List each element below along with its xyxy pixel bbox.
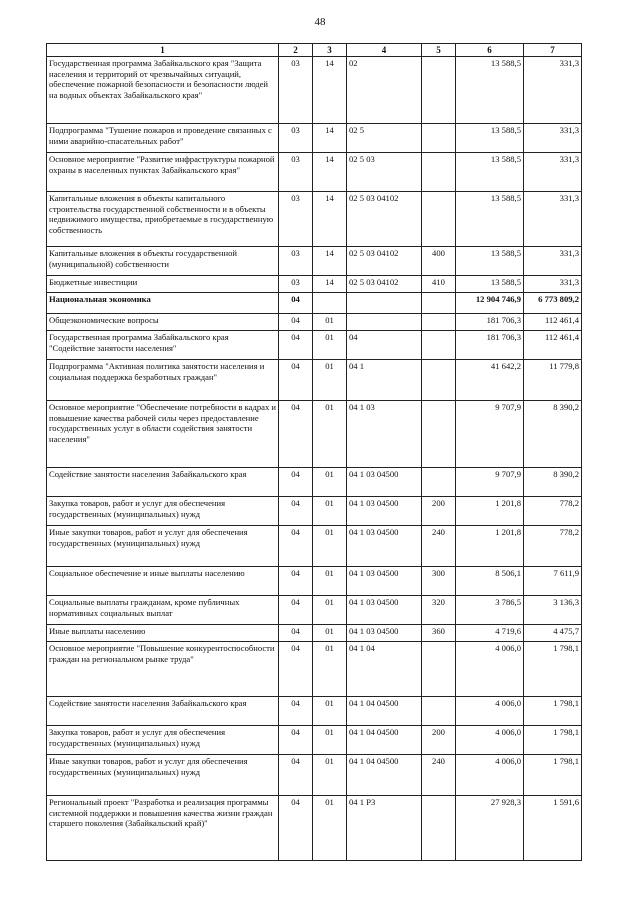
row-name: Содействие занятости населения Забайкальского края [47, 697, 279, 726]
row-amount-col6: 13 588,5 [456, 57, 524, 124]
table-row [47, 625, 582, 642]
row-amount-col7: 6 773 809,2 [524, 293, 582, 314]
page-number: 48 [314, 16, 326, 28]
row-csr: 04 1 03 04500 [347, 468, 422, 497]
row-rz: 04 [279, 625, 313, 642]
row-pr: 01 [313, 314, 347, 331]
row-name: Социальное обеспечение и иные выплаты населению [47, 567, 279, 596]
row-amount-col6: 3 786,5 [456, 596, 524, 625]
row-csr: 04 1 04 04500 [347, 726, 422, 755]
row-rz: 04 [279, 497, 313, 526]
row-amount-col6: 1 201,8 [456, 497, 524, 526]
row-csr: 04 1 P3 [347, 796, 422, 861]
row-csr: 04 1 04 04500 [347, 697, 422, 726]
row-amount-col6: 13 588,5 [456, 124, 524, 153]
row-rz: 03 [279, 192, 313, 247]
header-col-1: 1 [47, 44, 279, 57]
table-row [47, 401, 582, 468]
row-csr: 04 1 03 04500 [347, 625, 422, 642]
row-rz: 04 [279, 726, 313, 755]
table-row [47, 468, 582, 497]
row-pr: 01 [313, 642, 347, 697]
row-pr: 01 [313, 596, 347, 625]
row-name: Иные закупки товаров, работ и услуг для обеспечения государственных (муниципальных) нужд [47, 755, 279, 796]
table-row [47, 57, 582, 124]
row-vr [422, 293, 456, 314]
row-pr: 14 [313, 192, 347, 247]
row-amount-col6: 4 719,6 [456, 625, 524, 642]
row-amount-col7: 7 611,9 [524, 567, 582, 596]
row-name: Капитальные вложения в объекты государственной (муниципальной) собственности [47, 247, 279, 276]
row-rz: 04 [279, 331, 313, 360]
row-vr [422, 192, 456, 247]
row-amount-col7: 778,2 [524, 526, 582, 567]
row-vr [422, 360, 456, 401]
row-name: Национальная экономика [47, 293, 279, 314]
row-rz: 04 [279, 360, 313, 401]
table-row [47, 153, 582, 192]
table-row [47, 124, 582, 153]
row-vr: 320 [422, 596, 456, 625]
header-col-6: 6 [456, 44, 524, 57]
row-rz: 04 [279, 293, 313, 314]
header-col-2: 2 [279, 44, 313, 57]
row-amount-col6: 9 707,9 [456, 401, 524, 468]
row-pr: 01 [313, 401, 347, 468]
row-amount-col7: 331,3 [524, 153, 582, 192]
row-amount-col7: 1 798,1 [524, 697, 582, 726]
row-amount-col7: 4 475,7 [524, 625, 582, 642]
row-pr: 01 [313, 468, 347, 497]
row-amount-col7: 331,3 [524, 276, 582, 293]
row-pr: 14 [313, 276, 347, 293]
row-vr [422, 331, 456, 360]
row-name: Иные выплаты населению [47, 625, 279, 642]
row-name: Закупка товаров, работ и услуг для обеспечения государственных (муниципальных) нужд [47, 726, 279, 755]
row-amount-col6: 9 707,9 [456, 468, 524, 497]
row-csr [347, 314, 422, 331]
row-name: Капитальные вложения в объекты капитального строительства государственной собственности и в объекты недвижимого имущества, приобретаемые в государственную собственность [47, 192, 279, 247]
row-rz: 04 [279, 401, 313, 468]
row-rz: 03 [279, 153, 313, 192]
row-vr: 200 [422, 726, 456, 755]
row-pr: 01 [313, 331, 347, 360]
table-row [47, 567, 582, 596]
table-row [47, 276, 582, 293]
row-vr: 410 [422, 276, 456, 293]
row-amount-col6: 1 201,8 [456, 526, 524, 567]
row-name: Иные закупки товаров, работ и услуг для обеспечения государственных (муниципальных) нужд [47, 526, 279, 567]
row-csr: 04 1 04 [347, 642, 422, 697]
table-row [47, 796, 582, 861]
row-vr [422, 697, 456, 726]
row-amount-col7: 1 591,6 [524, 796, 582, 861]
row-amount-col6: 41 642,2 [456, 360, 524, 401]
table-row [47, 726, 582, 755]
row-amount-col7: 331,3 [524, 57, 582, 124]
row-pr: 01 [313, 697, 347, 726]
table-row [47, 360, 582, 401]
row-vr: 360 [422, 625, 456, 642]
row-csr: 02 5 03 04102 [347, 192, 422, 247]
row-pr: 01 [313, 796, 347, 861]
row-csr [347, 293, 422, 314]
row-rz: 04 [279, 642, 313, 697]
row-csr: 02 5 03 [347, 153, 422, 192]
row-amount-col7: 1 798,1 [524, 726, 582, 755]
row-amount-col7: 331,3 [524, 124, 582, 153]
row-amount-col6: 13 588,5 [456, 247, 524, 276]
row-amount-col7: 8 390,2 [524, 401, 582, 468]
row-amount-col7: 331,3 [524, 192, 582, 247]
row-vr [422, 153, 456, 192]
row-csr: 02 5 03 04102 [347, 247, 422, 276]
row-amount-col7: 112 461,4 [524, 314, 582, 331]
row-name: Содействие занятости населения Забайкальского края [47, 468, 279, 497]
row-csr: 04 1 03 04500 [347, 497, 422, 526]
row-vr [422, 57, 456, 124]
row-rz: 04 [279, 755, 313, 796]
row-pr: 14 [313, 153, 347, 192]
row-vr: 200 [422, 497, 456, 526]
row-name: Подпрограмма "Активная политика занятости населения и социальная поддержка безработных граждан" [47, 360, 279, 401]
row-csr: 04 1 03 04500 [347, 526, 422, 567]
row-vr: 400 [422, 247, 456, 276]
row-name: Подпрограмма "Тушение пожаров и проведение связанных с ними аварийно-спасательных работ" [47, 124, 279, 153]
row-name: Основное мероприятие "Обеспечение потребности в кадрах и повышение качества рабочей силы через предоставление государственных услуг в области содействия занятости населения" [47, 401, 279, 468]
row-csr: 02 5 03 04102 [347, 276, 422, 293]
row-rz: 04 [279, 596, 313, 625]
row-rz: 04 [279, 468, 313, 497]
row-csr: 04 1 04 04500 [347, 755, 422, 796]
row-rz: 04 [279, 526, 313, 567]
row-amount-col6: 13 588,5 [456, 276, 524, 293]
row-rz: 03 [279, 124, 313, 153]
row-pr: 01 [313, 755, 347, 796]
row-pr: 01 [313, 360, 347, 401]
row-csr: 02 [347, 57, 422, 124]
row-amount-col7: 1 798,1 [524, 642, 582, 697]
table-body [47, 57, 582, 861]
row-amount-col6: 181 706,3 [456, 314, 524, 331]
row-vr [422, 314, 456, 331]
table-row [47, 642, 582, 697]
row-pr: 01 [313, 567, 347, 596]
table-row [47, 497, 582, 526]
row-vr [422, 124, 456, 153]
row-amount-col7: 112 461,4 [524, 331, 582, 360]
row-amount-col7: 8 390,2 [524, 468, 582, 497]
row-name: Общеэкономические вопросы [47, 314, 279, 331]
row-vr [422, 468, 456, 497]
row-amount-col6: 4 006,0 [456, 755, 524, 796]
row-name: Государственная программа Забайкальского края "Содействие занятости населения" [47, 331, 279, 360]
row-amount-col6: 13 588,5 [456, 153, 524, 192]
table-row [47, 247, 582, 276]
row-pr [313, 293, 347, 314]
row-pr: 14 [313, 247, 347, 276]
row-name: Основное мероприятие "Развитие инфраструктуры пожарной охраны в населенных пунктах Забайкальского края" [47, 153, 279, 192]
header-col-7: 7 [524, 44, 582, 57]
row-name: Государственная программа Забайкальского края "Защита населения и территорий от чрезвычайных ситуаций, обеспечение пожарной безопасности и безопасности людей на водных объектах Забайкальского края" [47, 57, 279, 124]
row-name: Основное мероприятие "Повышение конкурентоспособности граждан на региональном рынке труда" [47, 642, 279, 697]
table-row [47, 526, 582, 567]
row-vr [422, 796, 456, 861]
row-amount-col6: 13 588,5 [456, 192, 524, 247]
row-vr: 300 [422, 567, 456, 596]
row-amount-col7: 3 136,3 [524, 596, 582, 625]
row-csr: 02 5 [347, 124, 422, 153]
row-pr: 01 [313, 526, 347, 567]
row-csr: 04 1 03 [347, 401, 422, 468]
row-vr [422, 642, 456, 697]
row-rz: 03 [279, 57, 313, 124]
row-name: Закупка товаров, работ и услуг для обеспечения государственных (муниципальных) нужд [47, 497, 279, 526]
row-pr: 01 [313, 625, 347, 642]
row-csr: 04 1 [347, 360, 422, 401]
header-col-5: 5 [422, 44, 456, 57]
row-name: Бюджетные инвестиции [47, 276, 279, 293]
row-name: Социальные выплаты гражданам, кроме публичных нормативных социальных выплат [47, 596, 279, 625]
row-amount-col7: 331,3 [524, 247, 582, 276]
row-rz: 03 [279, 276, 313, 293]
row-amount-col6: 4 006,0 [456, 726, 524, 755]
header-row [47, 44, 582, 57]
row-rz: 03 [279, 247, 313, 276]
row-pr: 14 [313, 124, 347, 153]
row-amount-col7: 778,2 [524, 497, 582, 526]
row-vr [422, 401, 456, 468]
header-col-4: 4 [347, 44, 422, 57]
row-amount-col6: 8 506,1 [456, 567, 524, 596]
row-name: Региональный проект "Разработка и реализация программы системной поддержки и повышения качества жизни граждан старшего поколения (Забайкальский край)" [47, 796, 279, 861]
table-row [47, 293, 582, 314]
header-col-3: 3 [313, 44, 347, 57]
row-amount-col7: 11 779,8 [524, 360, 582, 401]
table-row [47, 596, 582, 625]
budget-table [46, 43, 582, 861]
row-amount-col7: 1 798,1 [524, 755, 582, 796]
table-row [47, 755, 582, 796]
row-amount-col6: 181 706,3 [456, 331, 524, 360]
row-rz: 04 [279, 567, 313, 596]
row-csr: 04 1 03 04500 [347, 596, 422, 625]
row-pr: 14 [313, 57, 347, 124]
row-rz: 04 [279, 796, 313, 861]
row-vr: 240 [422, 526, 456, 567]
table-row [47, 314, 582, 331]
table-row [47, 697, 582, 726]
table-row [47, 192, 582, 247]
row-amount-col6: 4 006,0 [456, 642, 524, 697]
row-csr: 04 1 03 04500 [347, 567, 422, 596]
row-vr: 240 [422, 755, 456, 796]
row-rz: 04 [279, 314, 313, 331]
row-csr: 04 [347, 331, 422, 360]
row-pr: 01 [313, 497, 347, 526]
row-amount-col6: 4 006,0 [456, 697, 524, 726]
table-row [47, 331, 582, 360]
row-rz: 04 [279, 697, 313, 726]
row-amount-col6: 12 904 746,9 [456, 293, 524, 314]
row-amount-col6: 27 928,3 [456, 796, 524, 861]
row-pr: 01 [313, 726, 347, 755]
